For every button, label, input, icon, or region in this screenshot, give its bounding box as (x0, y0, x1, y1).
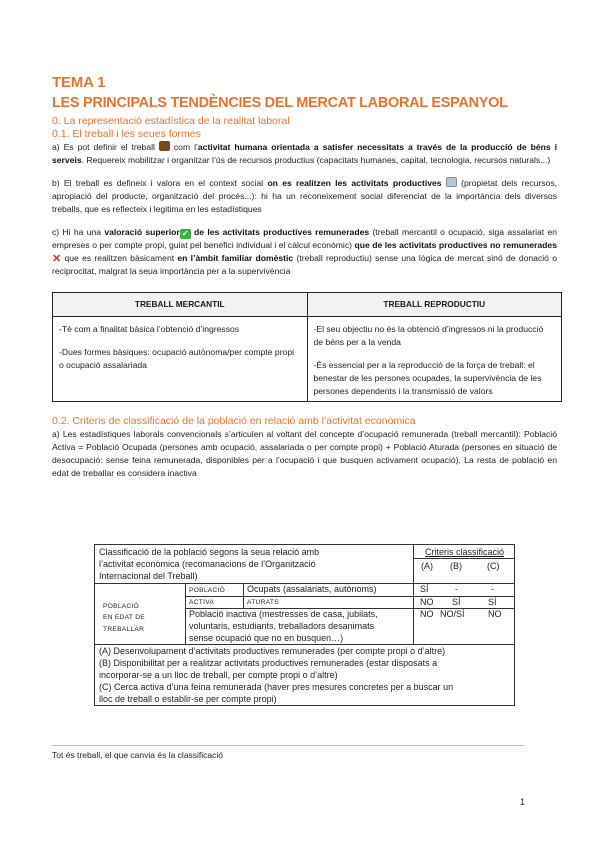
table-header-mercantil: TREBALL MERCANTIL (53, 293, 308, 317)
footer-divider (52, 745, 524, 746)
working-age-label: POBLACIÓ (103, 603, 140, 610)
check-mark-icon: ✓ (180, 229, 191, 239)
building-icon (446, 177, 457, 187)
section-heading-0-2: 0.2. Criteris de classificació de la població en relació amb l’activitat econòmica (52, 415, 416, 427)
classification-title: Classificació de la població segons la seua relació amb (99, 547, 320, 557)
page-number: 1 (520, 797, 526, 807)
paragraph-b: b) El treball es defineix i valora en el context social on es realitzen les activitats productives (propietat dels recursos, apropiació del producte, organització del procés...): hi ha un reconeixement social diferenciat de la importància dels diversos treballs, que es reflecteix i legitima en les estadístiques (52, 178, 558, 214)
subsection-heading: 0.1. El treball i les seues formes (52, 128, 201, 140)
page-title: LES PRINCIPALS TENDÈNCIES DEL MERCAT LABORAL ESPANYOL (52, 95, 508, 111)
active-population-label: POBLACIÓ (189, 587, 226, 594)
employed-row: Ocupats (assalariats, autònoms) (247, 584, 377, 594)
criteria-note-a: (A) Desenvolupament d’activitats productives remunerades (per compte propi o d’altre) (99, 646, 446, 656)
table-header-reproductiu: TREBALL REPRODUCTIU (307, 293, 562, 317)
topic-label: TEMA 1 (52, 74, 106, 91)
inactive-population-row: Població inactiva (mestresses de casa, jubilats, (189, 609, 378, 619)
unemployed-row: ATURATS (247, 599, 279, 606)
briefcase-icon (159, 141, 170, 151)
cross-mark-icon: ✕ (52, 253, 62, 265)
table-cell: -És essencial per a la reproducció de la força de treball: el benestar de les persones ocupades, la supervivència de les persones dependents i la transmissió de valors (313, 360, 542, 396)
criteria-note-c: (C) Cerca activa d’una feina remunerada (haver pres mesures concretes per a buscar un (99, 682, 454, 692)
paragraph-c: c) Hi ha una valoració superior ✓ de les activitats productives remunerades (treball mercantil o ocupació, siga assalariat en empreses o per compte propi, guiat pel benefici individual i el càlcul econòmic) que de les activitats productives no remunerades✕ que es realitzen bàsicament en l’àmbit familiar domèstic (treball reproductiu) sense una lògica de mercat sinó de donació o reciprocitat, malgrat la seua importància per a la supervivència (52, 227, 558, 276)
table-row (53, 317, 562, 402)
table-cell: -El seu objectiu no és la obtenció d’ingressos ni la producció de béns per a la venda (313, 324, 544, 347)
table-cell: -Té com a finalitat bàsica l’obtenció d’ingressos (59, 324, 240, 334)
table-cell: -Dues formes bàsiques: ocupació autònoma/per compte propi o ocupació assalariada (59, 347, 295, 370)
section-heading: 0. La representació estadística de la realitat laboral (52, 115, 290, 127)
paragraph-a: a) Es pot definir el treball com l’activitat humana orientada a satisfer necessitats a través de la producció de béns i serveis. Requereix mobilitzar i organitzar l’ús de recursos productius (capacitats humanes, capital, tecnologia, recursos naturals...) (52, 142, 557, 165)
comparison-table (52, 292, 562, 402)
classification-table: Classificació de la població segons la seua relació amb l’activitat econòmica (recomanacions de l’Organització Internacional del Treball) Criteris classificació (A) (B) (C) POBLACIÓ EN EDAT DE TREBALLAR POBLACIÓ ACTIVA Ocupats (assalariats, autònoms) ATURATS SÍ - - NO SÍ SÍ Població inactiva (mestresses de casa, jubilats, voluntaris, estudiants, treballadors desanimats sense ocupació que no en busquen…) NO NO/SÍ NO (A) Desenvolupament d’activitats productives remunerades (per compte propi o d’altre) (B) Disponibilitat per a realitzar activitats productives remunerades (estar disposats a incorporar-se a un lloc de treball, per compte propi o d’altre) (C) Cerca activa d’una feina remunerada (haver pres mesures concretes per a buscar un lloc de treball o establir-se per compte propi) (94, 544, 515, 706)
criteria-note-b: (B) Disponibilitat per a realitzar activitats productives remunerades (estar disposats a (99, 658, 438, 668)
footer-note: Tot és treball, el que canvia és la classificació (52, 750, 224, 760)
paragraph-0-2a: a) Les estadístiques laborals convencionals s’articulen al voltant del concepte d’ocupació remunerada (treball mercantil): Població Activa = Població Ocupada (persones amb ocupació, assalariada o per compte propi) + Població Aturada (persones en situació de desocupació: sense feina remunerada, disponibles per a l’ocupació i que busquen activament ocupació). La resta de població en edat de treballar es considera inactiva (52, 429, 557, 478)
criteria-header: Criteris classificació (425, 547, 505, 557)
page-content (52, 74, 557, 480)
